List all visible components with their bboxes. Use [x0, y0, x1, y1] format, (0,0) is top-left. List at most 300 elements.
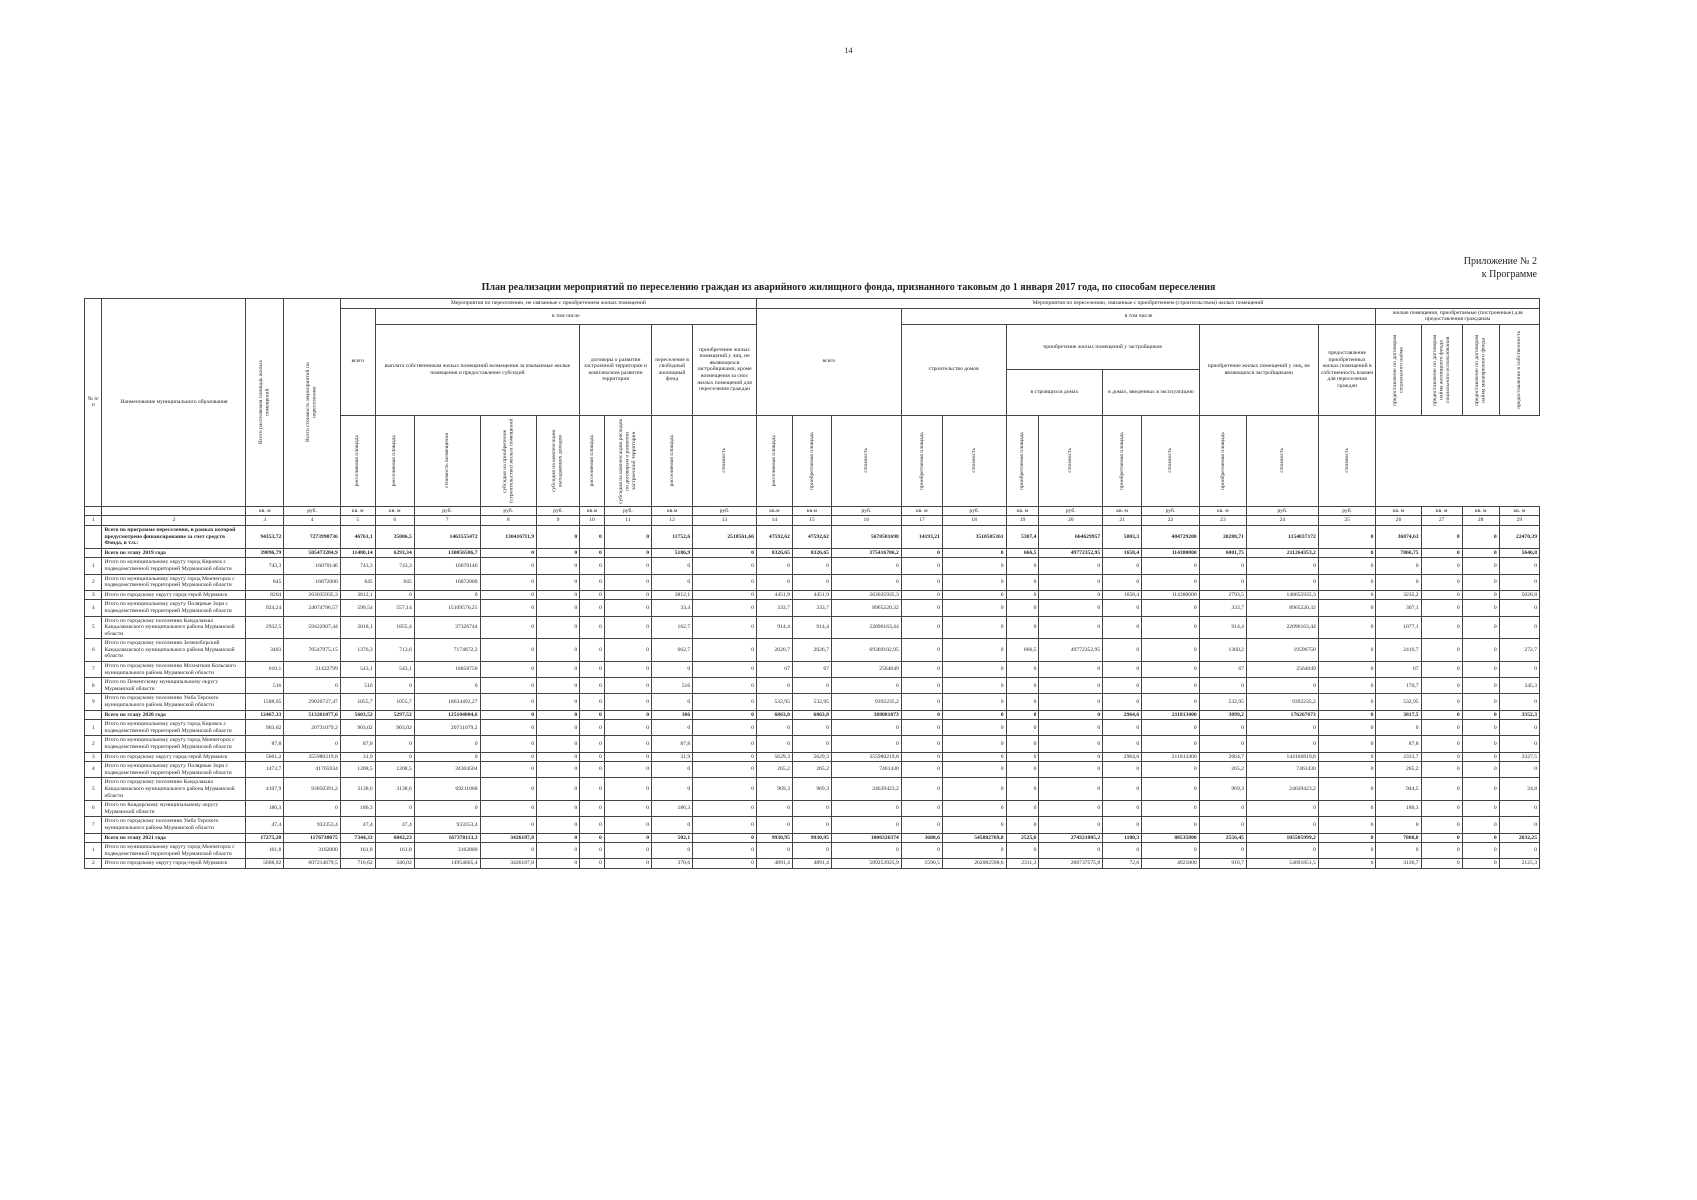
sub-c5: расселяемая площадь	[340, 415, 375, 506]
value-cell: 8965220,32	[1246, 600, 1318, 616]
value-cell: 0	[580, 639, 605, 662]
value-cell: 14954665,4	[414, 859, 480, 869]
value-cell: 0	[284, 801, 341, 817]
value-cell: 0	[1103, 558, 1142, 574]
value-cell: 0	[1421, 694, 1462, 710]
value-cell: 0	[1006, 817, 1039, 833]
value-cell: 0	[604, 616, 651, 639]
value-cell: 0	[831, 574, 901, 590]
value-cell: 0	[1462, 590, 1499, 600]
mo-name-cell: Итого по Печенгскому муниципальному округу Мурманской области	[102, 678, 246, 694]
value-cell: 0	[604, 801, 651, 817]
value-cell: 0	[1421, 639, 1462, 662]
value-cell: 7800,8	[1376, 833, 1421, 843]
mo-name-cell: Всего по программе переселения, в рамках которой предусмотрено финансирование за счет средств Фонда, в т.ч.:	[102, 525, 246, 548]
value-cell: 0	[284, 678, 341, 694]
value-cell: 845	[375, 574, 414, 590]
value-cell: 0	[604, 590, 651, 600]
value-cell: 0	[580, 616, 605, 639]
value-cell: 2793,5	[1199, 590, 1246, 600]
value-cell: 87,8	[246, 736, 284, 752]
value-cell: 0	[901, 752, 942, 762]
column-number: 29	[1499, 516, 1539, 526]
table-header	[85, 299, 1540, 526]
column-number: 20	[1039, 516, 1103, 526]
value-cell: 0	[1462, 752, 1499, 762]
value-cell: 87,8	[652, 736, 693, 752]
value-cell: 0	[756, 678, 792, 694]
column-number: 19	[1006, 516, 1039, 526]
value-cell: 0	[901, 762, 942, 778]
value-cell: 3162000	[414, 843, 480, 859]
value-cell: 0	[604, 859, 651, 869]
value-cell: 0	[604, 762, 651, 778]
value-cell: 0	[1142, 801, 1200, 817]
value-cell: 0	[942, 752, 1006, 762]
value-cell: 0	[604, 817, 651, 833]
value-cell: 24074796,57	[284, 600, 341, 616]
value-cell: 345,3	[1499, 678, 1539, 694]
value-cell: 0	[580, 720, 605, 736]
value-cell: 0	[652, 558, 693, 574]
sub-c19: приобретаемая площадь	[1006, 415, 1039, 506]
value-cell: 0	[1039, 678, 1103, 694]
mo-name-cell: Итого по муниципальному округу город Кировск с подведомственной территорией Мурманской области	[102, 720, 246, 736]
value-cell: 0	[693, 778, 757, 801]
value-cell: 0	[604, 548, 651, 558]
value-cell: 0	[942, 558, 1006, 574]
table-row	[85, 662, 1540, 678]
value-cell: 1360,2	[1199, 639, 1246, 662]
value-cell: 944,5	[1376, 778, 1421, 801]
column-number: 23	[1199, 516, 1246, 526]
value-cell: 0	[942, 710, 1006, 720]
column-number: 22	[1142, 516, 1200, 526]
value-cell: 0	[537, 678, 580, 694]
value-cell: 0	[480, 600, 537, 616]
value-cell: 54691851,5	[1246, 859, 1318, 869]
value-cell: 72,6	[1103, 859, 1142, 869]
value-cell: 1304167I1,9	[480, 525, 537, 548]
value-cell: 9392235,2	[1246, 694, 1318, 710]
unit-cell: кв. м	[1376, 506, 1421, 516]
value-cell: 0	[1006, 720, 1039, 736]
value-cell: 0	[792, 720, 831, 736]
unit-cell: руб.	[1246, 506, 1318, 516]
value-cell: 0	[756, 817, 792, 833]
value-cell: 0	[1499, 736, 1539, 752]
value-cell: 263035935,3	[284, 590, 341, 600]
value-cell: 0	[1142, 778, 1200, 801]
value-cell: 0	[1006, 752, 1039, 762]
value-cell: 5803,3	[1103, 525, 1142, 548]
value-cell: 0	[1376, 817, 1421, 833]
row-number: 9	[85, 694, 102, 710]
value-cell: 0	[1462, 525, 1499, 548]
value-cell: 4107,9	[246, 778, 284, 801]
value-cell: 0	[693, 548, 757, 558]
value-cell: 0	[480, 710, 537, 720]
value-cell: 21422799	[284, 662, 341, 678]
col-row-number: № п/п	[85, 299, 102, 507]
value-cell: 5608,02	[246, 859, 284, 869]
value-cell: 0	[1499, 720, 1539, 736]
value-cell: 532,95	[792, 694, 831, 710]
value-cell: 1006326374	[831, 833, 901, 843]
value-cell: 211813400	[1142, 710, 1200, 720]
row-number: 7	[85, 662, 102, 678]
value-cell: 0	[901, 590, 942, 600]
value-cell: 2664,7	[1199, 752, 1246, 762]
value-cell: 0	[1142, 736, 1200, 752]
value-cell: 0	[580, 694, 605, 710]
unit-cell: руб.	[537, 506, 580, 516]
value-cell: 0	[480, 720, 537, 736]
total-row	[85, 548, 1540, 558]
value-cell: 272,7	[1499, 639, 1539, 662]
value-cell: 0	[1103, 662, 1142, 678]
value-cell: 2416,7	[1376, 639, 1421, 662]
sub-c16: стоимость	[831, 415, 901, 506]
unit-cell: кв.м	[792, 506, 831, 516]
value-cell: 0	[1462, 710, 1499, 720]
value-cell: 969,3	[792, 778, 831, 801]
value-cell: 144166819,8	[1246, 752, 1318, 762]
value-cell: 0	[537, 639, 580, 662]
value-cell: 0	[1318, 752, 1376, 762]
row-number: 3	[85, 590, 102, 600]
value-cell: 87,8	[340, 736, 375, 752]
value-cell: 0	[604, 710, 651, 720]
unit-cell: кв. м	[246, 506, 284, 516]
value-cell: 12467,33	[246, 710, 284, 720]
value-cell: 0	[1462, 801, 1499, 817]
value-cell: 924,24	[246, 600, 284, 616]
value-cell: 0	[942, 662, 1006, 678]
value-cell: 0	[1421, 558, 1462, 574]
value-cell: 0	[375, 736, 414, 752]
value-cell: 532,95	[1376, 694, 1421, 710]
value-cell: 0	[1318, 616, 1376, 639]
value-cell: 170,7	[1376, 678, 1421, 694]
value-cell: 4451,9	[756, 590, 792, 600]
value-cell: 0	[652, 574, 693, 590]
value-cell: 0	[1318, 778, 1376, 801]
value-cell: 0	[480, 736, 537, 752]
value-cell: 0	[942, 736, 1006, 752]
value-cell: 0	[1376, 843, 1421, 859]
value-cell: 0	[1376, 574, 1421, 590]
value-cell: 1208,5	[375, 762, 414, 778]
value-cell: 0	[693, 843, 757, 859]
value-cell: 47,4	[375, 817, 414, 833]
value-cell: 0	[901, 817, 942, 833]
value-cell: 0	[1006, 736, 1039, 752]
value-cell: 0	[1006, 801, 1039, 817]
value-cell: 0	[901, 678, 942, 694]
value-cell: 0	[604, 752, 651, 762]
value-cell: 2026,7	[792, 639, 831, 662]
value-cell: 0	[537, 736, 580, 752]
value-cell: 346,02	[375, 859, 414, 869]
sub-c17: приобретаемая площадь	[901, 415, 942, 506]
value-cell: 0	[580, 762, 605, 778]
value-cell: 0	[1142, 720, 1200, 736]
value-cell: 274321805,2	[1039, 833, 1103, 843]
group-non-purchase: Мероприятия по переселению, не связанные с приобретением жилых помещений	[340, 299, 756, 309]
value-cell: 0	[1103, 639, 1142, 662]
value-cell: 0	[414, 590, 480, 600]
value-cell: 19596750	[1246, 639, 1318, 662]
value-cell: 0	[1421, 859, 1462, 869]
value-cell: 0	[1462, 859, 1499, 869]
value-cell: 557,14	[375, 600, 414, 616]
value-cell: 0	[375, 678, 414, 694]
value-cell: 0	[1142, 843, 1200, 859]
value-cell: 666,5	[1006, 548, 1039, 558]
value-cell: 47,4	[246, 817, 284, 833]
value-cell: 0	[1499, 662, 1539, 678]
column-number: 6	[375, 516, 414, 526]
value-cell: 0	[604, 833, 651, 843]
value-cell: 0	[1318, 525, 1376, 548]
value-cell: 0	[1462, 678, 1499, 694]
value-cell: 186,3	[246, 801, 284, 817]
value-cell: 0	[652, 762, 693, 778]
value-cell: 3138,6	[375, 778, 414, 801]
value-cell: 0	[693, 694, 757, 710]
value-cell: 265,2	[756, 762, 792, 778]
value-cell: 0	[580, 817, 605, 833]
row-number: 1	[85, 843, 102, 859]
sub-c10: расселяемая площадь	[580, 415, 605, 506]
value-cell: 0	[901, 574, 942, 590]
value-cell: 0	[1199, 817, 1246, 833]
value-cell: 1855,4	[375, 616, 414, 639]
value-cell: 0	[537, 600, 580, 616]
value-cell: 0	[1039, 574, 1103, 590]
value-cell: 0	[1421, 574, 1462, 590]
total-row	[85, 710, 1540, 720]
value-cell: 0	[604, 694, 651, 710]
value-cell: 37326744	[414, 616, 480, 639]
value-cell: 0	[1142, 678, 1200, 694]
unit-cell: кв. м	[1006, 506, 1039, 516]
sub-c11: субсидия на компенсацию расходов по договорам о развитии застроенной территории	[604, 415, 651, 506]
value-cell: 0	[1421, 662, 1462, 678]
row-number	[85, 525, 102, 548]
value-cell: 969,3	[756, 778, 792, 801]
value-cell: 666,5	[1006, 639, 1039, 662]
value-cell: 0	[1039, 752, 1103, 762]
value-cell: 933353,4	[414, 817, 480, 833]
col-vsego-a: всего	[340, 308, 375, 415]
value-cell: 8326,65	[756, 548, 792, 558]
table-row	[85, 752, 1540, 762]
value-cell: 914,4	[756, 616, 792, 639]
value-cell: 333,7	[756, 600, 792, 616]
value-cell: 2964,6	[1103, 752, 1142, 762]
value-cell: 0	[1318, 600, 1376, 616]
value-cell: 0	[1462, 558, 1499, 574]
value-cell: 743,3	[375, 558, 414, 574]
value-cell: 0	[756, 736, 792, 752]
value-cell: 87,8	[1376, 736, 1421, 752]
column-number-row	[85, 516, 1540, 526]
row-number: 4	[85, 762, 102, 778]
row-number: 6	[85, 639, 102, 662]
value-cell: 0	[942, 600, 1006, 616]
value-cell: 0	[537, 694, 580, 710]
value-cell: 0	[1499, 801, 1539, 817]
unit-cell: руб.	[942, 506, 1006, 516]
value-cell: 1588,65	[246, 694, 284, 710]
unit-cell: кв.м	[580, 506, 605, 516]
col-purchase-dev: приобретение жилых помещений у застройщиков	[1006, 324, 1199, 370]
value-cell: 0	[942, 639, 1006, 662]
value-cell: 0	[652, 843, 693, 859]
value-cell: 0	[901, 843, 942, 859]
value-cell: 11480,14	[340, 548, 375, 558]
value-cell: 9930,95	[792, 833, 831, 843]
table-row	[85, 639, 1540, 662]
value-cell: 0	[1421, 762, 1462, 778]
col-free-fund: переселение в свободный жилищный фонд	[652, 324, 693, 415]
value-cell: 0	[537, 801, 580, 817]
table-row	[85, 678, 1540, 694]
col-c28: предоставление по договорам найма маневренного фонда	[1462, 324, 1499, 415]
mo-name-cell: Итого по городскому поселению Зеленоборский Кандалакшского муниципального района Мурманской области	[102, 639, 246, 662]
value-cell: 0	[1006, 843, 1039, 859]
value-cell: 2018,1	[340, 616, 375, 639]
table-row	[85, 817, 1540, 833]
value-cell: 0	[1246, 736, 1318, 752]
col-total-area: Всего расселяемая площадь жилых помещений	[246, 299, 284, 507]
sub-c22: стоимость	[1142, 415, 1200, 506]
value-cell: 0	[1039, 778, 1103, 801]
value-cell: 41765934	[284, 762, 341, 778]
value-cell: 161,8	[246, 843, 284, 859]
value-cell: 0	[1318, 678, 1376, 694]
mo-name-cell: Всего по этапу 2021 года	[102, 833, 246, 843]
table-row	[85, 558, 1540, 574]
value-cell: 0	[792, 843, 831, 859]
document-title: План реализации мероприятий по переселению граждан из аварийного жилищного фонда, признанного таковым до 1 января 2017 года, по способам переселения	[481, 282, 1216, 293]
value-cell: 0	[1103, 736, 1142, 752]
unit-cell: руб.	[284, 506, 341, 516]
value-cell: 0	[580, 736, 605, 752]
value-cell: 0	[1142, 600, 1200, 616]
col-vsego-b: всего	[756, 308, 901, 415]
total-row	[85, 525, 1540, 548]
value-cell: 0	[1421, 833, 1462, 843]
value-cell: 0	[580, 548, 605, 558]
value-cell: 3510505361	[942, 525, 1006, 548]
value-cell: 743,3	[340, 558, 375, 574]
value-cell: 0	[831, 558, 901, 574]
value-cell: 16872000	[284, 574, 341, 590]
value-cell: 0	[580, 525, 605, 548]
mo-name-cell: Итого по муниципальному округу Полярные Зори с подведомственной территорией Мурманской области	[102, 600, 246, 616]
value-cell: 0	[756, 558, 792, 574]
value-cell: 17275,28	[246, 833, 284, 843]
sub-c6: расселяемая площадь	[375, 415, 414, 506]
unit-cell: кв. м	[340, 506, 375, 516]
value-cell: 0	[693, 762, 757, 778]
value-cell: 589253925,9	[831, 859, 901, 869]
value-cell: 0	[414, 752, 480, 762]
value-cell: 0	[942, 574, 1006, 590]
row-number: 8	[85, 678, 102, 694]
value-cell: 0	[480, 558, 537, 574]
value-cell: 0	[1103, 843, 1142, 859]
value-cell: 0	[1103, 817, 1142, 833]
value-cell: 0	[604, 639, 651, 662]
value-cell: 35006,5	[375, 525, 414, 548]
sub-c9: субсидия на компенсацию выпадающих доходов	[537, 415, 580, 506]
value-cell: 0	[480, 694, 537, 710]
page-number: 14	[844, 46, 853, 55]
value-cell: 0	[1318, 833, 1376, 843]
value-cell: 0	[580, 710, 605, 720]
value-cell: 5307,4	[1006, 525, 1039, 548]
value-cell: 0	[1421, 710, 1462, 720]
value-cell: 0	[537, 778, 580, 801]
value-cell: 34304504	[414, 762, 480, 778]
row-number: 4	[85, 600, 102, 616]
mo-name-cell: Всего по этапу 2019 года	[102, 548, 246, 558]
value-cell: 903,02	[246, 720, 284, 736]
value-cell: 22096163,44	[1246, 616, 1318, 639]
value-cell: 0	[537, 574, 580, 590]
value-cell: 7866,75	[1376, 548, 1421, 558]
value-cell: 0	[1199, 574, 1246, 590]
value-cell: 167378113,3	[414, 833, 480, 843]
value-cell: 916,7	[1199, 859, 1246, 869]
value-cell: 2564049	[1246, 662, 1318, 678]
unit-cell: руб.	[604, 506, 651, 516]
row-number	[85, 710, 102, 720]
value-cell: 3426187,8	[480, 833, 537, 843]
value-cell: 0	[901, 616, 942, 639]
value-cell: 5661,2	[246, 752, 284, 762]
mo-name-cell: Итого по муниципальному округу Полярные Зори с подведомственной территорией Мурманской области	[102, 762, 246, 778]
value-cell: 265,2	[1376, 762, 1421, 778]
value-cell: 0	[1318, 801, 1376, 817]
row-number: 1	[85, 720, 102, 736]
value-cell: 0	[1462, 843, 1499, 859]
value-cell: 0	[652, 662, 693, 678]
value-cell: 0	[1376, 720, 1421, 736]
value-cell: 3136,7	[1376, 859, 1421, 869]
value-cell: 0	[1421, 590, 1462, 600]
value-cell: 0	[1318, 710, 1376, 720]
table-row	[85, 616, 1540, 639]
value-cell: 0	[580, 778, 605, 801]
table-row	[85, 720, 1540, 736]
unit-cell: руб.	[831, 506, 901, 516]
value-cell: 6863,8	[756, 710, 792, 720]
value-cell: 0	[1142, 662, 1200, 678]
value-cell: 355980219,8	[284, 752, 341, 762]
value-cell: 0	[1421, 817, 1462, 833]
mo-name-cell: Итого по городскому поселению Умба Терского муниципального района Мурманской области	[102, 694, 246, 710]
value-cell: 914,4	[792, 616, 831, 639]
value-cell: 8264	[246, 590, 284, 600]
unit-cell: кв. м	[1421, 506, 1462, 516]
value-cell: 1077,1	[1376, 616, 1421, 639]
value-cell: 0	[480, 616, 537, 639]
